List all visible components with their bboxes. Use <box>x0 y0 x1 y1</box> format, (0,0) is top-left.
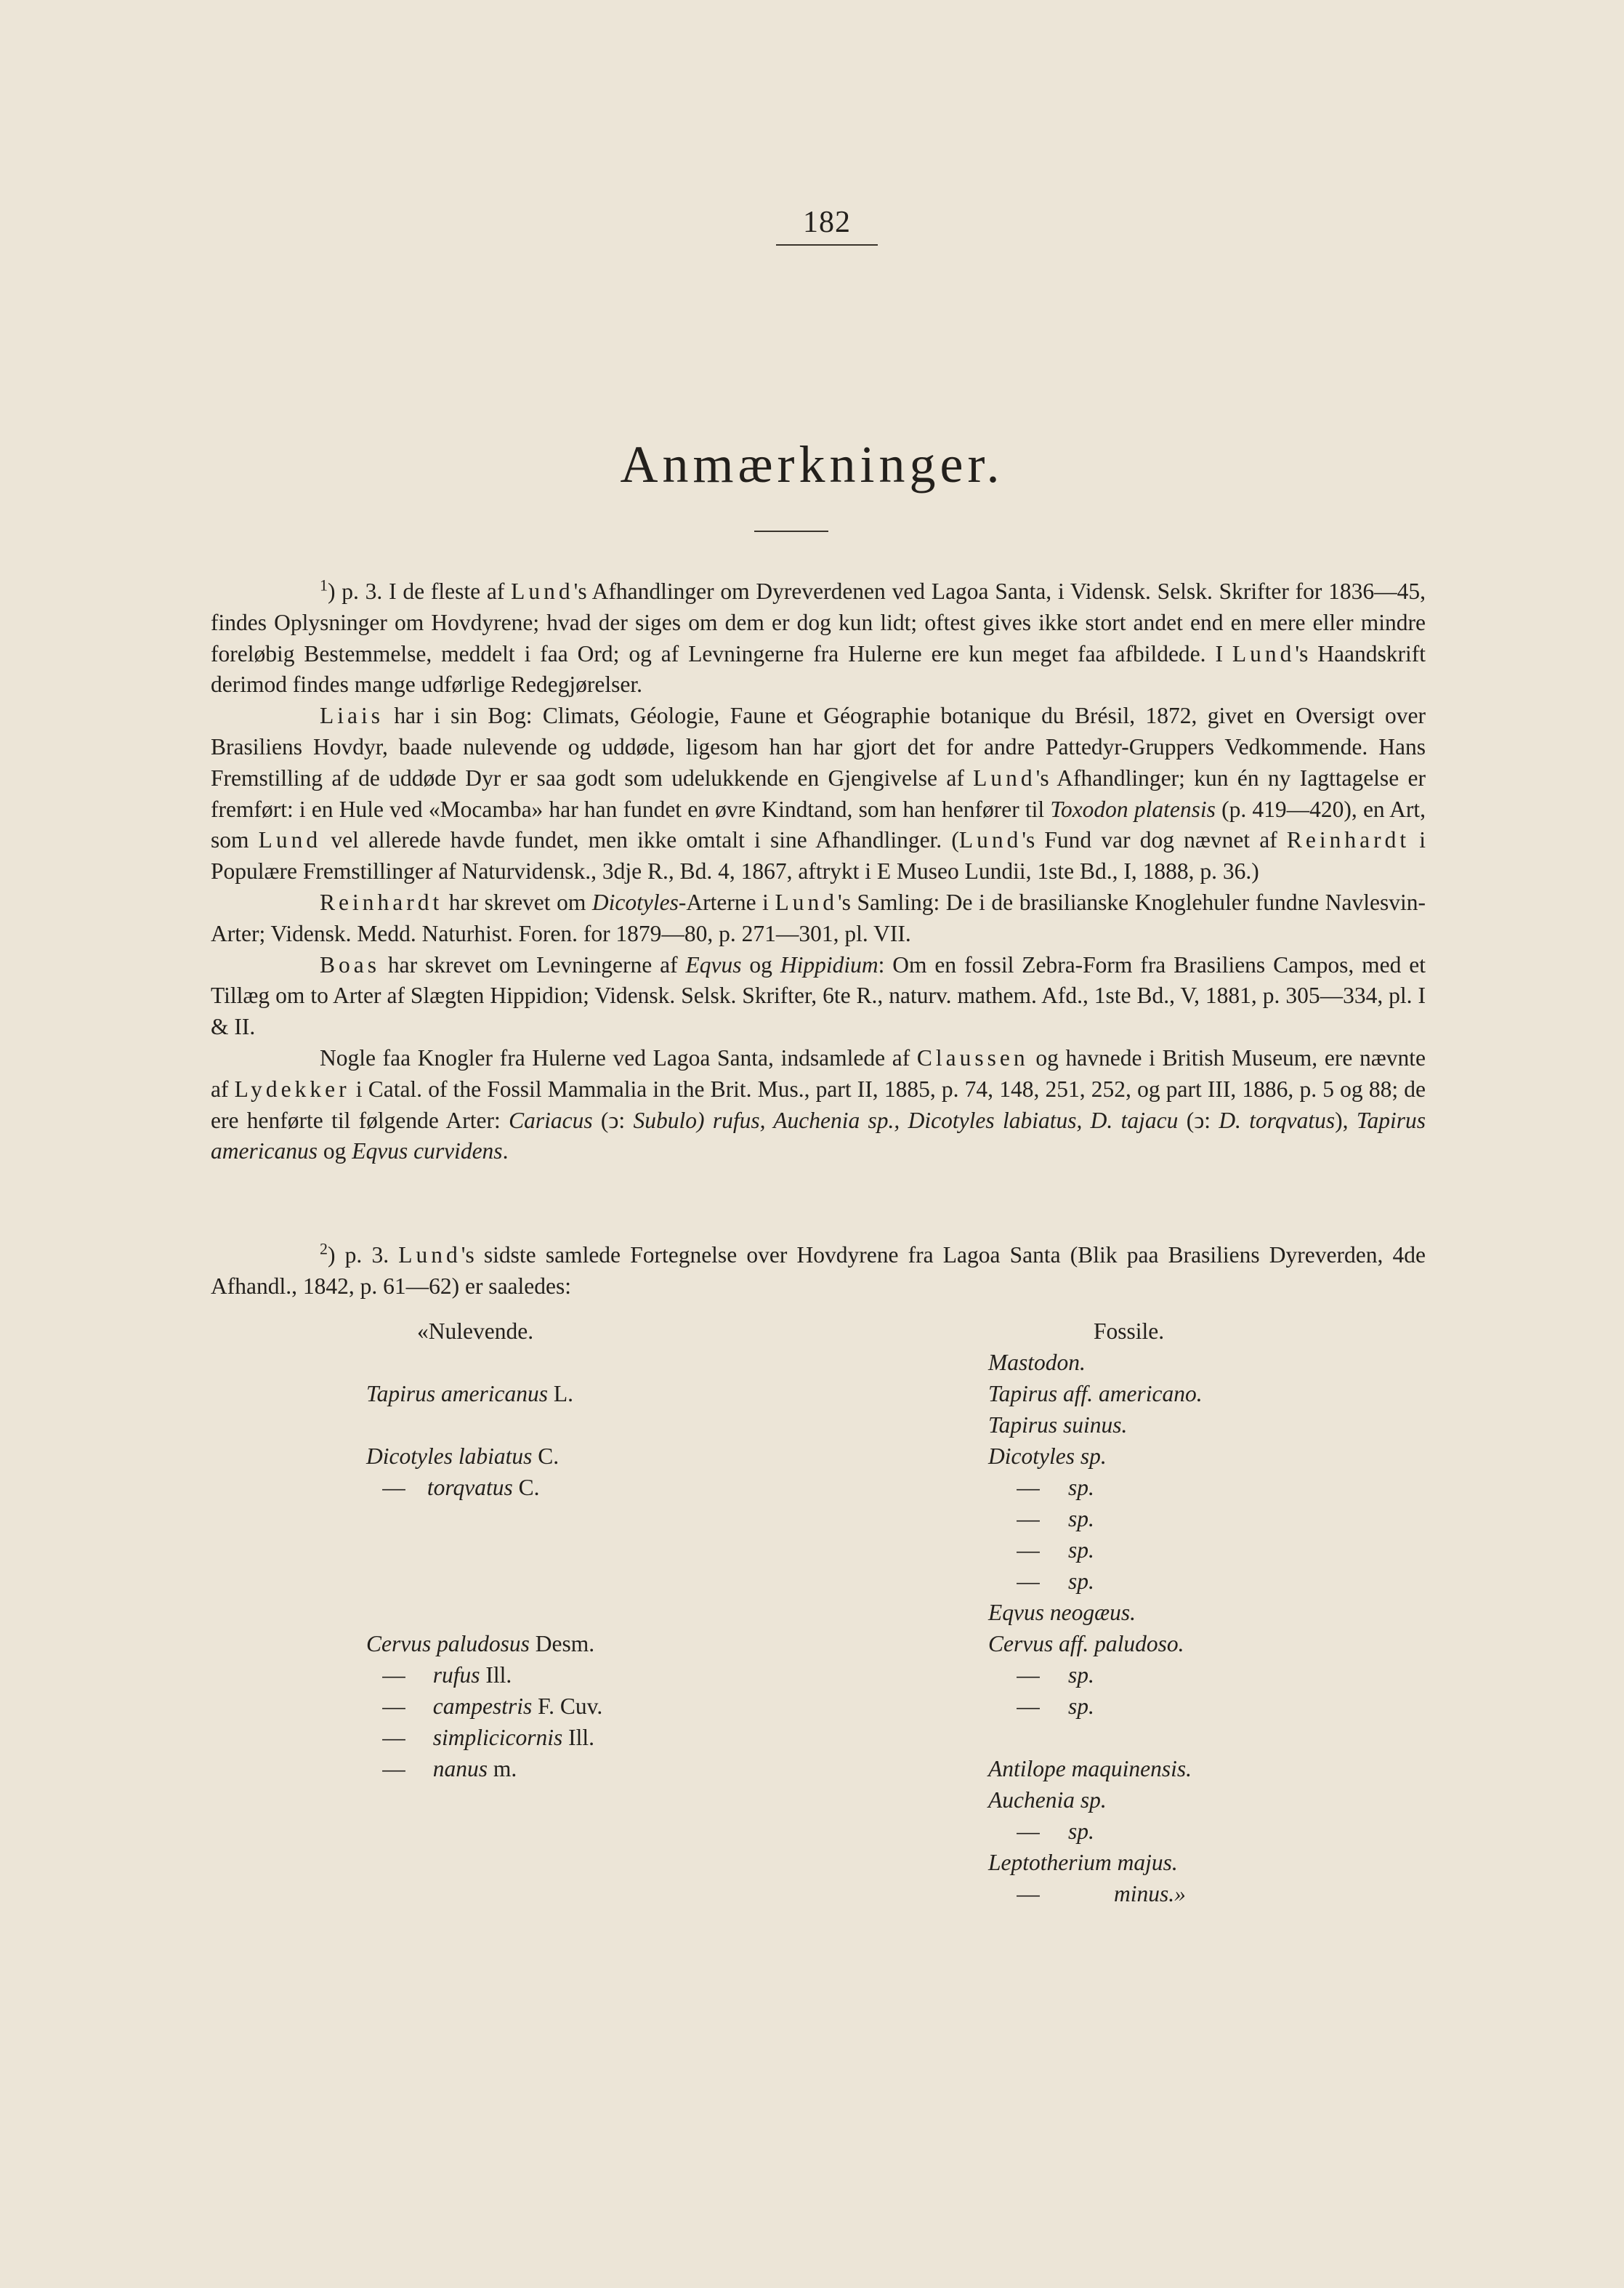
list-item: Eqvus neogæus. <box>988 1600 1136 1625</box>
list-item: Dicotyles sp. <box>988 1443 1107 1469</box>
page-title: Anmærkninger. <box>620 435 1004 494</box>
fossil-heading: Fossile. <box>1094 1318 1165 1344</box>
list-item: — sp. <box>1017 1568 1094 1594</box>
list-item: Cervus paludosus Desm. <box>366 1631 595 1656</box>
list-item: — rufus Ill. <box>382 1662 512 1688</box>
list-item: Mastodon. <box>988 1350 1086 1375</box>
footnote-1-para-4: Boas har skrevet om Levningerne af Eqvus og Hippidium: Om en fossil Zebra-Form fra Brasiliens Campos, med et Tillæg om to Arter af Slægten Hippidion; Vidensk. Selsk. Skrifter, 6te R., naturv. mathem. Afd., 1ste Bd., V, 1881, p. 305—334, pl. I & II. <box>211 951 1426 1040</box>
list-item: — sp. <box>1017 1662 1094 1688</box>
footnote-1-para-1: $^1$) p. 3. I de fleste af Lund's Afhandlinger om Dyreverdenen ved Lagoa Santa, i Vidensk. Selsk. Skrifter for 1836—45, findes Oplysninger om Hovdyrene; hvad der siges om dem er dog kun lidt; oftest gives ikke stort andet end en mere eller mindre foreløbig Bestemmelse, meddelt i faa Ord; og af Levningerne fra Hulerne ere kun meget faa afbildede. I Lund's Haandskrift derimod findes mange udførlige Redegjørelser. <box>211 576 1426 698</box>
list-item: Antilope maquinensis. <box>988 1756 1192 1781</box>
list-item: Leptotherium majus. <box>988 1850 1178 1875</box>
footnote-1-para-3: Reinhardt har skrevet om Dicotyles-Arterne i Lund's Samling: De i de brasilianske Knoglehuler fundne Navlesvin-Arter; Vidensk. Medd. Naturhist. Foren. for 1879—80, p. 271—301, pl. VII. <box>211 889 1426 946</box>
list-item: Tapirus aff. americano. <box>988 1381 1203 1406</box>
footnote-2 <box>211 1240 1426 1302</box>
list-item: — campestris F. Cuv. <box>382 1693 603 1719</box>
list-item: — simplicicornis Ill. <box>382 1725 594 1750</box>
list-item: Tapirus americanus L. <box>366 1381 574 1406</box>
list-item: Auchenia sp. <box>988 1787 1107 1813</box>
footnote-1-para-5: Nogle faa Knogler fra Hulerne ved Lagoa Santa, indsamlede af Claussen og havnede i British Museum, ere nævnte af Lydekker i Catal. of the Fossil Mammalia in the Brit. Mus., part II, 1885, p. 74, 148, 251, 252, og part III, 1886, p. 5 og 88; de ere henførte til følgende Arter: Cariacus (ↄ: Subulo) rufus, Auchenia sp., Dicotyles labiatus, D. tajacu (ↄ: D. torqvatus), Tapirus americanus og Eqvus curvidens. <box>211 1044 1426 1164</box>
footnote-2-para: $^2$) p. 3. Lund's sidste samlede Fortegnelse over Hovdyrene fra Lagoa Santa (Blik paa Brasiliens Dyreverden, 4de Afhandl., 1842, p. 61—62) er saaledes: <box>211 1239 1426 1299</box>
list-item: — sp. <box>1017 1537 1094 1563</box>
page-number: 182 <box>776 205 878 246</box>
list-item: — sp. <box>1017 1475 1094 1500</box>
living-heading: «Nulevende. <box>417 1318 534 1344</box>
title-divider <box>754 531 828 532</box>
list-item: — torqvatus C. <box>382 1475 540 1500</box>
list-item: — sp. <box>1017 1506 1094 1531</box>
list-item: — minus.» <box>1017 1881 1186 1906</box>
list-item: Tapirus suinus. <box>988 1412 1128 1438</box>
list-item: — nanus m. <box>382 1756 517 1781</box>
footnote-1-para-2: Liais har i sin Bog: Climats, Géologie, Faune et Géographie botanique du Brésil, 1872, givet en Oversigt over Brasiliens Hovdyr, baade nulevende og uddøde, ligesom han har gjort det for andre Pattedyr-Gruppers Vedkommende. Hans Fremstilling af de uddøde Dyr er saa godt som udelukkende en Gjengivelse af Lund's Afhandlinger; kun én ny Iagttagelse er fremført: i en Hule ved «Mocamba» har han fundet en øvre Kindtand, som han henfører til Toxodon platensis (p. 419—420), en Art, som Lund vel allerede havde fundet, men ikke omtalt i sine Afhandlinger. (Lund's Fund var dog nævnet af Reinhardt i Populære Fremstillinger af Naturvidensk., 3dje R., Bd. 4, 1867, aftrykt i E Museo Lundii, 1ste Bd., I, 1888, p. 36.) <box>211 703 1426 885</box>
footnote-1 <box>211 576 1426 1167</box>
list-item: Dicotyles labiatus C. <box>366 1443 559 1469</box>
living-species-list <box>366 1316 602 1784</box>
list-item: — sp. <box>1017 1818 1094 1844</box>
fossil-species-list <box>988 1316 1203 1909</box>
list-item: Cervus aff. paludoso. <box>988 1631 1184 1656</box>
list-item: — sp. <box>1017 1693 1094 1719</box>
